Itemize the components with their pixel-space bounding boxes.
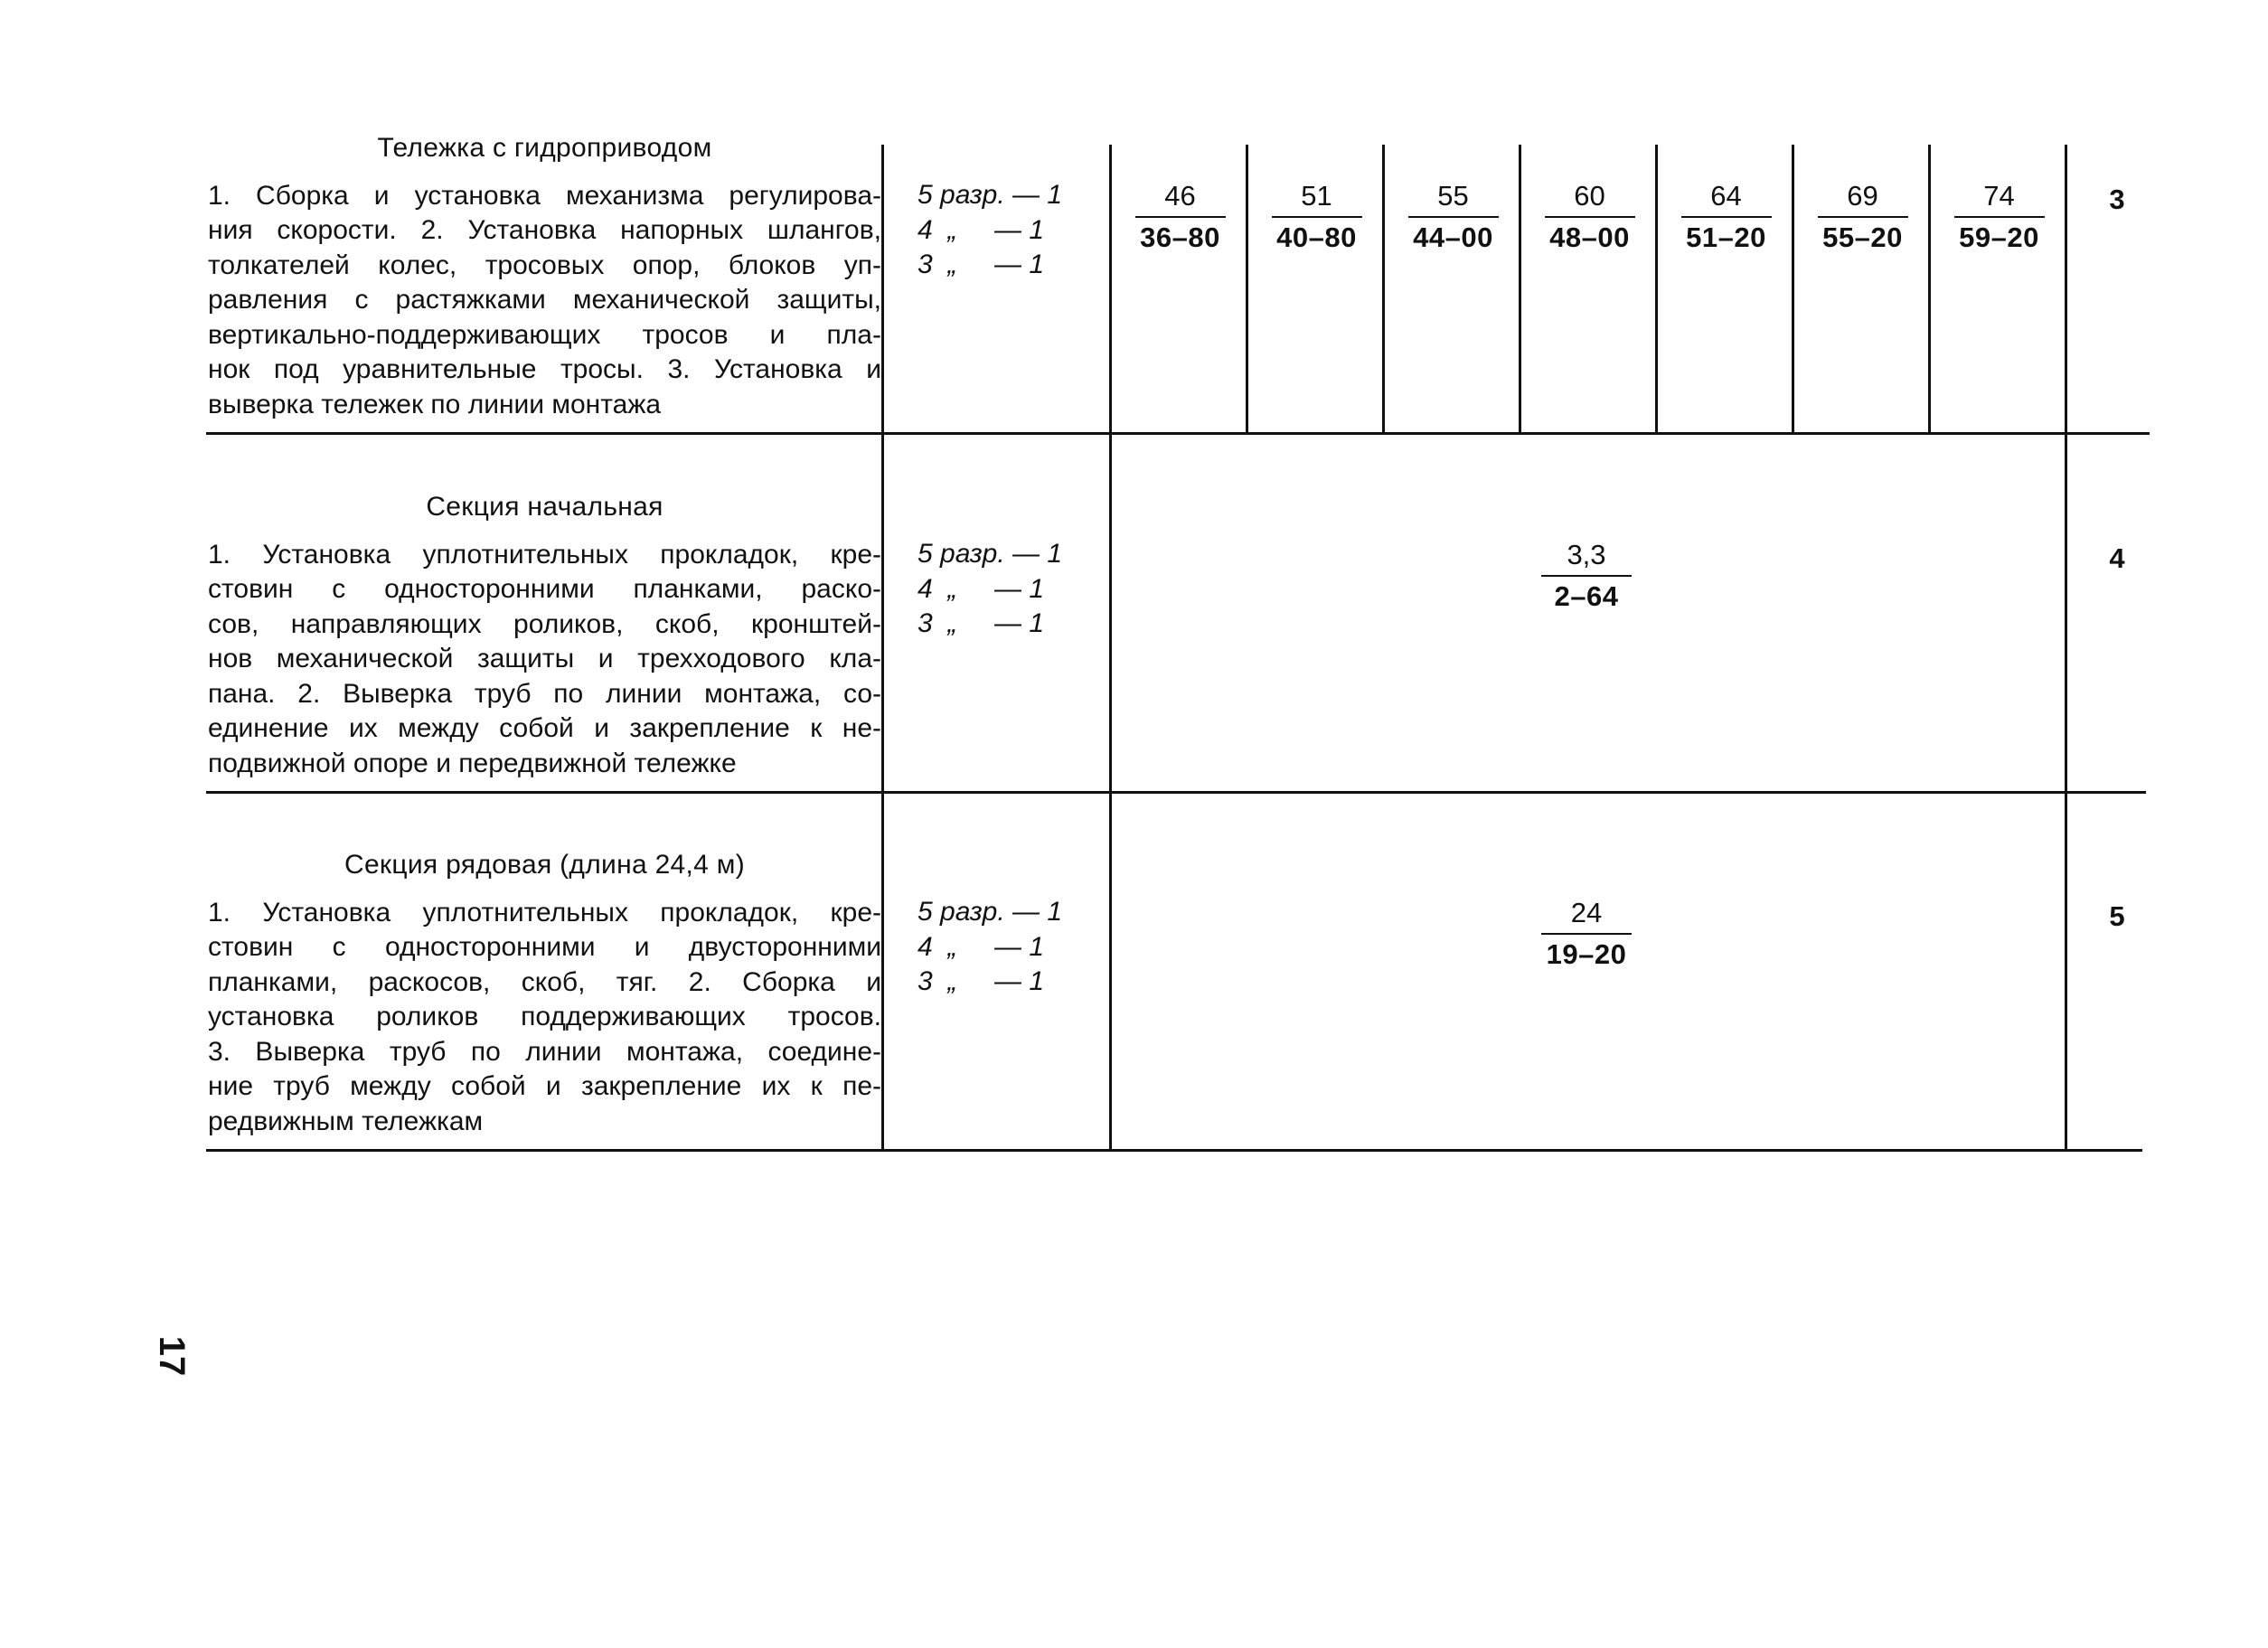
value-numerator: 55 [1437, 180, 1469, 212]
section-1-value-3 [1392, 178, 1514, 256]
section-3-line: редвижным тележкам [208, 1106, 484, 1136]
fraction-bar [1818, 216, 1908, 218]
section-2-line: подвижной опоре и передвижной тележке [208, 748, 737, 778]
section-1-line: равления с растяжками механической защиты, [208, 285, 881, 315]
section-1-value-4 [1529, 178, 1651, 256]
value-numerator: 24 [1570, 897, 1603, 928]
row-divider-3 [206, 1149, 2142, 1152]
section-1-value-7 [1938, 178, 2060, 256]
section-3-crew [918, 895, 1098, 1000]
crew-grade-3: 3 „ — 1 [918, 966, 1045, 996]
fraction-bar [1954, 216, 2045, 218]
section-1-line: ния скорости. 2. Установка напорных шлангов, [208, 215, 881, 245]
col-divider-v1 [1246, 145, 1248, 432]
section-2-line: сов, направляющих роликов, скоб, кронштей- [208, 608, 881, 639]
crew-grade-4: 4 „ — 1 [918, 573, 1045, 604]
section-2-line: нов механической защиты и трехходового кла- [208, 644, 881, 673]
value-denominator: 19–20 [1546, 938, 1627, 970]
fraction-bar [1541, 933, 1632, 935]
section-3-row-number: 5 [2109, 900, 2125, 932]
crew-grade-3: 3 „ — 1 [918, 608, 1045, 638]
value-numerator: 60 [1574, 180, 1605, 212]
section-3-line: 3. Выверка труб по линии монтажа, соедине- [208, 1036, 881, 1067]
value-denominator: 48–00 [1549, 221, 1630, 253]
value-numerator: 64 [1710, 180, 1742, 212]
fraction-bar [1135, 216, 1226, 218]
col-divider-crew-values [1109, 145, 1112, 1149]
crew-grade-5: 5 разр. — 1 [918, 180, 1063, 210]
crew-grade-4: 4 „ — 1 [918, 931, 1045, 962]
col-divider-v4 [1655, 145, 1658, 432]
page-number: 17 [152, 1335, 192, 1377]
col-divider-desc-crew [881, 145, 884, 1149]
section-2-title: Секция начальная [426, 492, 663, 522]
section-3-line: установка роликов поддерживающих тросов. [208, 1002, 881, 1031]
section-1-value-2 [1256, 178, 1378, 256]
section-3-line: стовин с односторонними и двусторонними [208, 932, 881, 962]
crew-grade-4: 4 „ — 1 [918, 214, 1045, 245]
section-3-merged-value [1519, 895, 1654, 973]
value-numerator: 69 [1847, 180, 1878, 212]
section-1-value-6 [1802, 178, 1924, 256]
crew-grade-5: 5 разр. — 1 [918, 897, 1063, 927]
section-1-line: вертикально-поддерживающих тросов и пла- [208, 319, 881, 350]
value-denominator: 44–00 [1413, 221, 1493, 253]
section-2-merged-value [1519, 537, 1654, 615]
section-2-row-number: 4 [2109, 542, 2125, 574]
value-denominator: 36–80 [1140, 221, 1220, 253]
section-2-line: стовин с односторонними планками, раско- [208, 574, 881, 604]
section-2-description [208, 490, 881, 781]
row-divider-2 [206, 791, 2146, 794]
section-3-description [208, 848, 881, 1139]
col-divider-v2 [1382, 145, 1385, 432]
fraction-bar [1272, 216, 1362, 218]
section-1-description [208, 131, 881, 422]
value-numerator: 51 [1301, 180, 1332, 212]
fraction-bar [1681, 216, 1772, 218]
fraction-bar [1541, 575, 1632, 577]
section-1-line: нок под уравнительные тросы. 3. Установка и [208, 354, 881, 384]
crew-grade-3: 3 „ — 1 [918, 250, 1045, 279]
section-1-value-5 [1665, 178, 1787, 256]
value-numerator: 74 [1983, 180, 2015, 212]
value-denominator: 55–20 [1822, 221, 1903, 253]
col-divider-v3 [1519, 145, 1521, 432]
section-2-crew [918, 537, 1098, 642]
section-1-row-number: 3 [2109, 184, 2125, 215]
section-2-line: единение их между собой и закрепление к не- [208, 713, 881, 743]
section-3-line: 1. Установка уплотнительных прокладок, кре- [208, 897, 881, 928]
col-divider-values-number [2065, 145, 2067, 1149]
section-1-title: Тележка с гидроприводом [377, 133, 712, 163]
section-1-line: толкателей колес, тросовых опор, блоков уп- [208, 250, 881, 280]
row-divider-1 [206, 432, 2150, 435]
col-divider-v5 [1792, 145, 1794, 432]
value-denominator: 2–64 [1554, 580, 1619, 612]
section-3-title: Секция рядовая (длина 24,4 м) [343, 850, 746, 880]
value-denominator: 51–20 [1686, 221, 1766, 253]
section-2-line: пана. 2. Выверка труб по линии монтажа, со- [208, 678, 881, 709]
section-1-line: 1. Сборка и установка механизма регулирова- [208, 180, 881, 211]
section-2-line: 1. Установка уплотнительных прокладок, кре- [208, 539, 881, 570]
section-1-crew [918, 178, 1098, 283]
value-denominator: 40–80 [1276, 221, 1357, 253]
fraction-bar [1408, 216, 1499, 218]
section-3-line: ние труб между собой и закрепление их к пе- [208, 1071, 881, 1101]
value-denominator: 59–20 [1959, 221, 2039, 253]
crew-grade-5: 5 разр. — 1 [918, 539, 1063, 569]
section-1-value-1 [1119, 178, 1241, 256]
value-numerator: 46 [1164, 180, 1196, 212]
section-1-line: выверка тележек по линии монтажа [208, 389, 662, 419]
fraction-bar [1545, 216, 1635, 218]
section-3-line: планками, раскосов, скоб, тяг. 2. Сборка и [208, 966, 881, 997]
col-divider-v6 [1928, 145, 1931, 432]
value-numerator: 3,3 [1567, 539, 1606, 570]
